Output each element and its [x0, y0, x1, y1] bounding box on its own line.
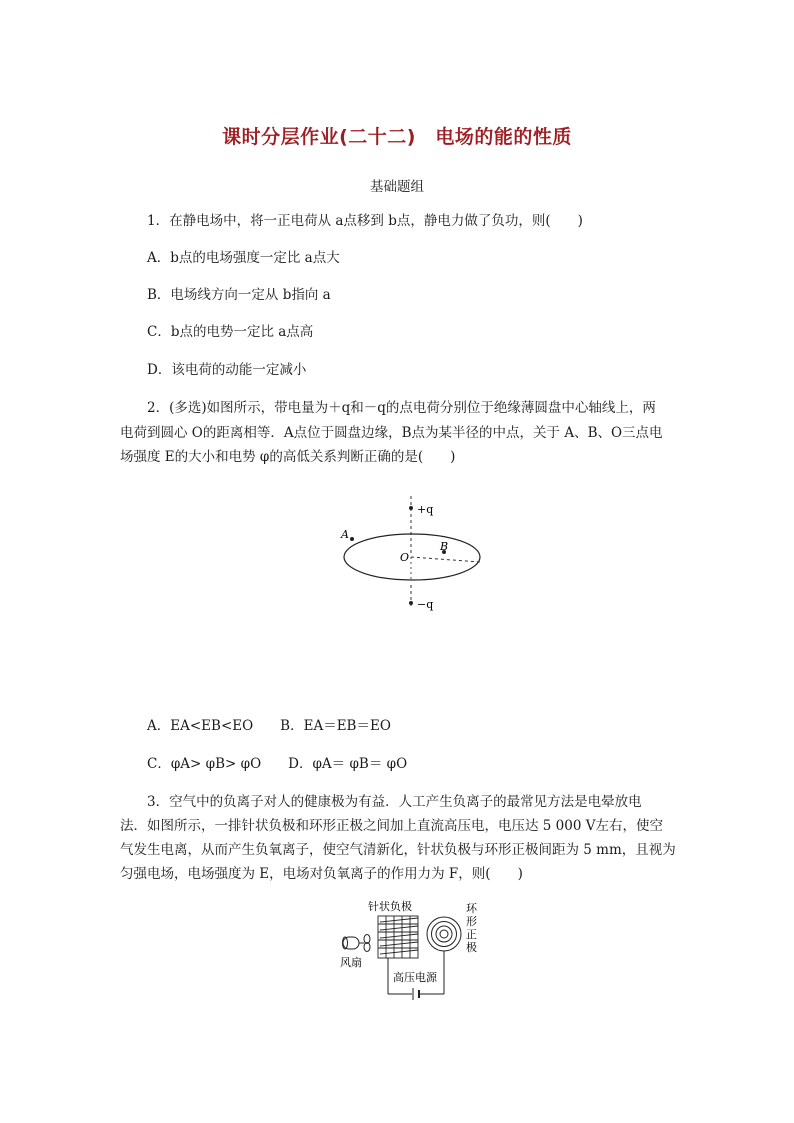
radius-line [411, 557, 480, 562]
q1-option-a: A．b点的电场强度一定比 a点大 [147, 250, 340, 266]
ring-label-3: 正 [466, 928, 477, 941]
point-a-label: A [341, 528, 349, 541]
q3-stem-line-1: 3．空气中的负离子对人的健康极为有益．人工产生负离子的最常见方法是电晕放电 [147, 794, 642, 810]
plus-q-label: +q [417, 503, 434, 516]
point-o-label: O [400, 551, 410, 564]
minus-charge-dot [409, 601, 413, 605]
q3-stem-line-3: 气发生电离，从而产生负氧离子，使空气清新化，针状负极与环形正极间距为 5 mm，且视为 [120, 842, 676, 858]
page-title: 课时分层作业(二十二) 电场的能的性质 [222, 126, 572, 148]
needle-grid [378, 916, 418, 958]
ring-label-1: 环 [466, 902, 477, 915]
plus-charge-dot [409, 506, 413, 510]
q2-stem-line-1: 2．(多选)如图所示，带电量为＋q和－q的点电荷分别位于绝缘薄圆盘中心轴线上，两 [147, 400, 656, 416]
ring-label-4: 极 [466, 941, 477, 954]
point-a-dot [350, 537, 354, 541]
point-b-label: B [440, 540, 449, 553]
q3-stem-line-2: 法．如图所示，一排针状负极和环形正极之间加上直流高压电，电压达 5 000 V左右，使空 [120, 818, 663, 834]
q2-options-cd: C．φA> φB> φO D．φA＝ φB＝ φO [147, 756, 408, 772]
q1-option-c: C．b点的电势一定比 a点高 [147, 324, 314, 340]
q2-stem-line-3: 场强度 E的大小和电势 φ的高低关系判断正确的是( ) [120, 449, 456, 465]
q2-stem-line-2: 电荷到圆心 O的距离相等．A点位于圆盘边缘，B点为某半径的中点，关于 A、B、O三点电 [120, 425, 663, 441]
q2-disk-figure [330, 490, 500, 620]
fan-label: 风扇 [340, 956, 362, 969]
needle-label: 针状负极 [368, 900, 412, 913]
section-heading: 基础题组 [370, 179, 424, 195]
q3-ionizer-figure [338, 898, 488, 1003]
q3-stem-line-4: 匀强电场，电场强度为 E，电场对负氧离子的作用力为 F，则( ) [120, 866, 523, 882]
fan-icon [343, 935, 371, 952]
ring-label-2: 形 [466, 915, 477, 928]
q1-stem: 1．在静电场中，将一正电荷从 a点移到 b点，静电力做了负功，则( ) [147, 213, 583, 229]
ring-electrode-icon [427, 917, 461, 951]
minus-q-label: −q [417, 598, 434, 611]
q1-option-b: B．电场线方向一定从 b指向 a [147, 287, 331, 303]
q1-option-d: D．该电荷的动能一定减小 [147, 362, 307, 378]
q2-options-ab: A．EA<EB<EO B．EA＝EB＝EO [147, 718, 391, 734]
power-label: 高压电源 [393, 971, 437, 984]
